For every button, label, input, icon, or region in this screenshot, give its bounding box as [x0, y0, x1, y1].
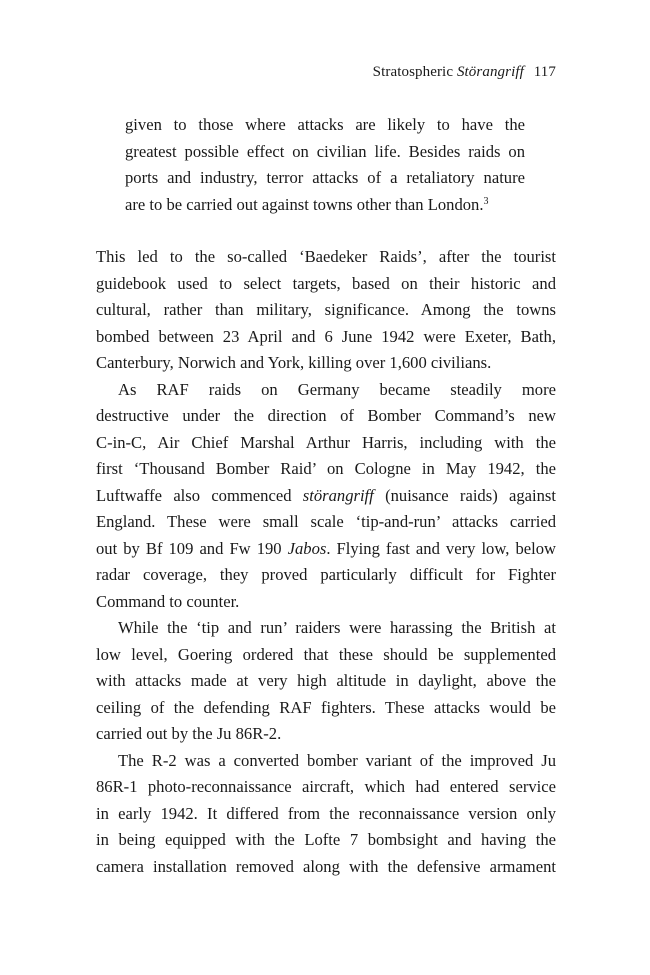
text-line: guidebook used to select targets, based on their historic and: [96, 273, 556, 293]
text-line: Luftwaffe also commenced störangriff (nuisance raids) against: [96, 485, 556, 505]
paragraph-baedeker-raids: [96, 244, 556, 377]
text-line: destructive under the direction of Bomber Command’s new: [96, 406, 556, 425]
quote-line: ports and industry, terror attacks of a retaliatory nature: [125, 168, 525, 187]
text-line: with attacks made at very high altitude in daylight, above the: [96, 671, 556, 690]
text-line: in early 1942. It differed from the reconnaissance version only: [96, 803, 556, 823]
text-line: Command to counter.: [96, 591, 240, 611]
text-line: This led to the so-called ‘Baedeker Raids’, after the tourist: [96, 247, 556, 266]
text-line: While the ‘tip and run’ raiders were harassing the British at: [118, 618, 556, 637]
quote-line: greatest possible effect on civilian life. Besides raids on: [125, 141, 525, 161]
text-line: ceiling of the defending RAF fighters. These attacks would be: [96, 697, 556, 717]
text-line: in being equipped with the Lofte 7 bombsight and having the: [96, 830, 556, 849]
paragraph-r2-variant: [96, 748, 556, 881]
text-line: camera installation removed along with the defensive armament: [96, 856, 556, 876]
block-quote: [125, 112, 525, 218]
text-line: carried out by the Ju 86R-2.: [96, 724, 282, 743]
text-line: cultural, rather than military, significance. Among the towns: [96, 300, 556, 319]
text-line: 86R-1 photo-reconnaissance aircraft, which had entered service: [96, 777, 556, 796]
footnote-reference: 3: [483, 195, 489, 207]
quote-line: given to those where attacks are likely to have the: [125, 115, 525, 134]
body-text: [96, 244, 556, 880]
text-line: As RAF raids on Germany became steadily more: [118, 379, 556, 399]
paragraph-high-altitude: [96, 615, 556, 748]
text-line: radar coverage, they proved particularly difficult for Fighter: [96, 565, 556, 584]
text-line: The R-2 was a converted bomber variant of the improved Ju: [118, 750, 556, 770]
text-line: C-in-C, Air Chief Marshal Arthur Harris, including with the: [96, 432, 556, 452]
running-head: [373, 64, 556, 81]
text-line: bombed between 23 April and 6 June 1942 were Exeter, Bath,: [96, 326, 556, 346]
text-line: England. These were small scale ‘tip-and-run’ attacks carried: [96, 512, 556, 531]
paragraph-storangriff: [96, 377, 556, 616]
text-line: Canterbury, Norwich and York, killing over 1,600 civilians.: [96, 353, 492, 372]
text-line: out by Bf 109 and Fw 190 Jabos. Flying fast and very low, below: [96, 538, 557, 558]
text-line: first ‘Thousand Bomber Raid’ on Cologne in May 1942, the: [96, 459, 556, 478]
text-line: low level, Goering ordered that these should be supplemented: [96, 644, 556, 664]
page-number: 117: [533, 64, 556, 80]
chapter-title: Stratospheric Störangriff: [372, 64, 524, 80]
quote-line: are to be carried out against towns other than London.$^3$: [125, 194, 489, 214]
